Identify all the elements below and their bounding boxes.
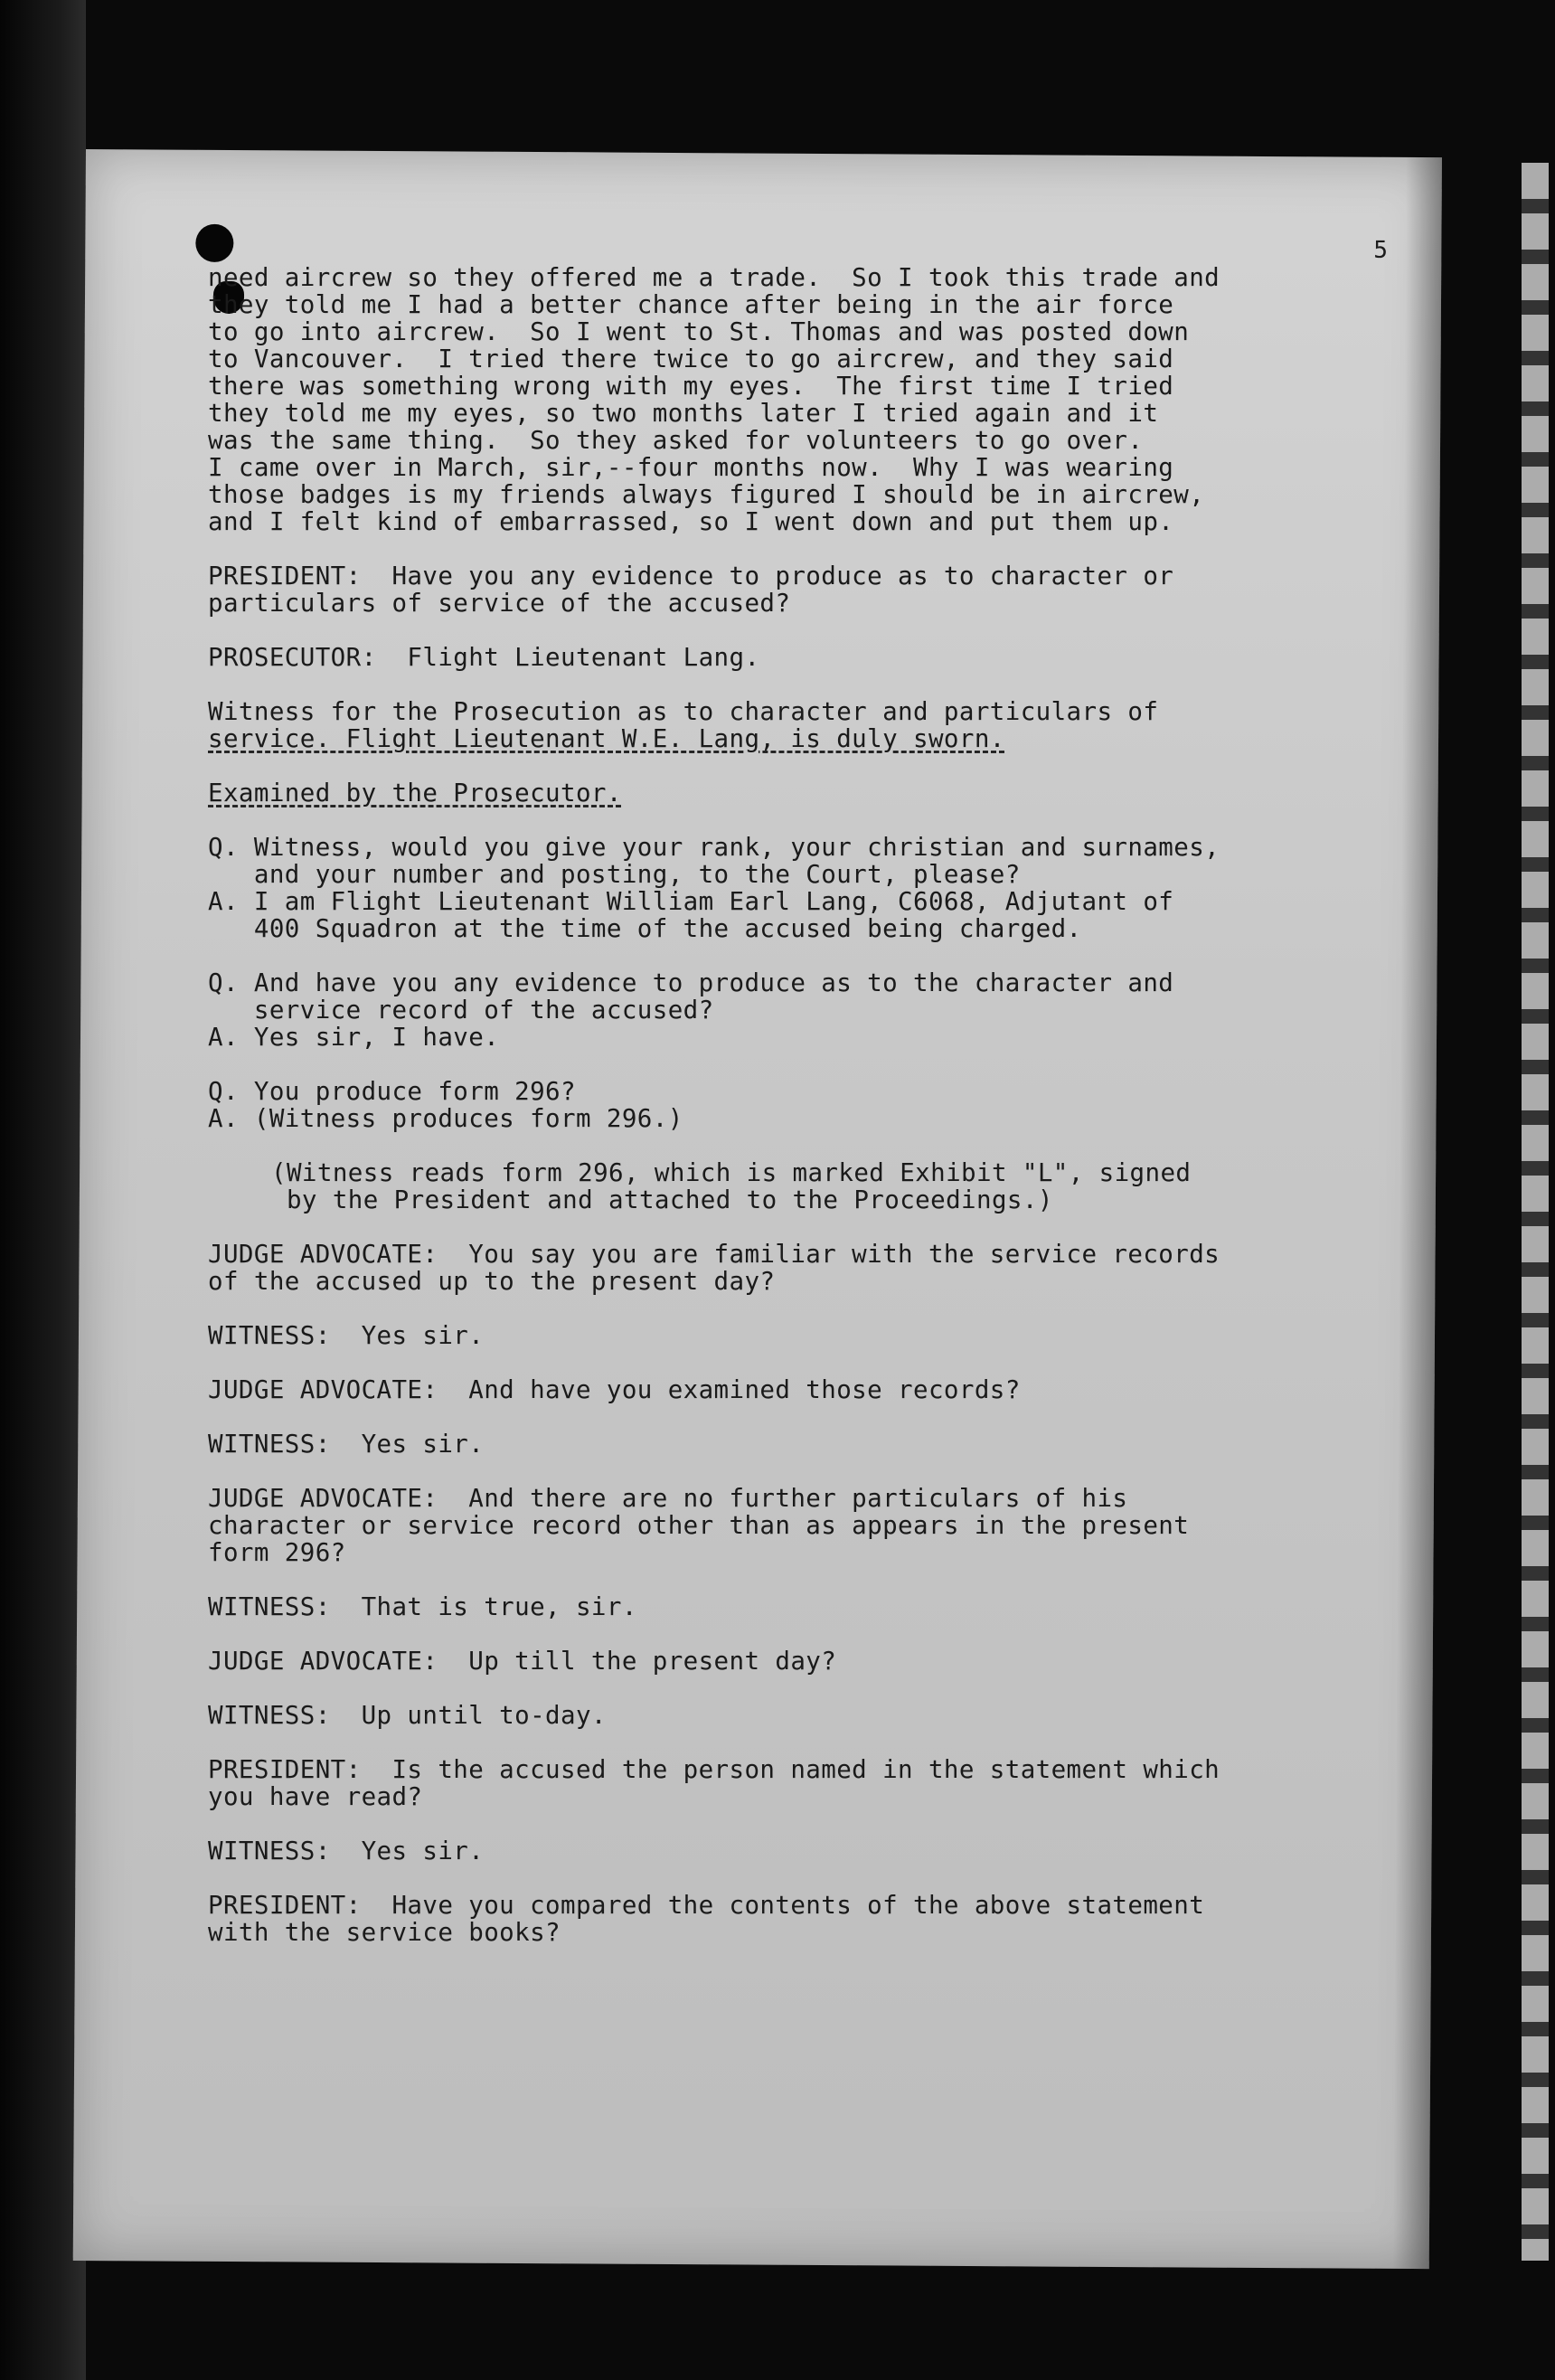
text-line: with the service books? — [208, 1918, 561, 1947]
text-line: those badges is my friends always figured I should be in aircrew, — [208, 480, 1205, 509]
dialogue-exchange — [208, 1241, 1329, 1295]
text-line: JUDGE ADVOCATE: Up till the present day? — [208, 1647, 837, 1676]
question-answer-block — [208, 969, 1329, 1051]
text-line: JUDGE ADVOCATE: And have you examined those records? — [208, 1375, 1021, 1404]
text-line: Witness for the Prosecution as to character and particulars of — [208, 697, 1159, 726]
text-line: by the President and attached to the Proceedings.) — [271, 1185, 1053, 1214]
text-line: JUDGE ADVOCATE: You say you are familiar with the service records — [208, 1240, 1220, 1269]
text-line: WITNESS: Up until to-day. — [208, 1701, 607, 1730]
text-line: PRESIDENT: Have you compared the contents of the above statement — [208, 1891, 1205, 1920]
question-answer-block — [208, 834, 1329, 942]
text-line: and I felt kind of embarrassed, so I went down and put them up. — [208, 507, 1174, 536]
page-number: 5 — [1373, 236, 1389, 264]
dialogue-exchange — [208, 1593, 1329, 1620]
dialogue-exchange — [208, 1485, 1329, 1566]
dialogue-exchange — [208, 1892, 1329, 1946]
text-line: PRESIDENT: Have you any evidence to produce as to character or — [208, 562, 1174, 590]
text-line: need aircrew so they offered me a trade. So I took this trade and — [208, 263, 1220, 292]
dialogue-exchange — [208, 1756, 1329, 1810]
text-line: PROSECUTOR: Flight Lieutenant Lang. — [208, 643, 760, 672]
exhibit-note — [208, 1159, 1329, 1214]
text-line: WITNESS: Yes sir. — [208, 1837, 485, 1865]
film-sprocket-strip — [1522, 163, 1549, 2261]
text-line: A. Yes sir, I have. — [208, 1023, 500, 1052]
text-line: Q. Witness, would you give your rank, your christian and surnames, — [208, 833, 1220, 862]
text-line: was the same thing. So they asked for volunteers to go over. — [208, 426, 1144, 455]
dialogue-exchange — [208, 1648, 1329, 1675]
text-line: (Witness reads form 296, which is marked Exhibit "L", signed — [271, 1158, 1192, 1187]
text-line: Q. You produce form 296? — [208, 1077, 576, 1106]
text-line: to go into aircrew. So I went to St. Thomas and was posted down — [208, 317, 1190, 346]
text-line: there was something wrong with my eyes. The first time I tried — [208, 372, 1174, 401]
text-line: Q. And have you any evidence to produce as to the character and — [208, 968, 1174, 997]
dialogue-exchange — [208, 1702, 1329, 1729]
text-line: A. (Witness produces form 296.) — [208, 1104, 683, 1133]
text-line: they told me my eyes, so two months later I tried again and it — [208, 399, 1159, 428]
text-line: form 296? — [208, 1538, 346, 1567]
dialogue-exchange — [208, 1376, 1329, 1403]
examination-heading — [208, 779, 1329, 807]
text-line: service record of the accused? — [208, 996, 714, 1025]
text-line: and your number and posting, to the Court, please? — [208, 860, 1021, 889]
text-line: JUDGE ADVOCATE: And there are no further particulars of his — [208, 1484, 1128, 1513]
section-heading: Examined by the Prosecutor. — [208, 779, 622, 808]
text-line: particulars of service of the accused? — [208, 589, 791, 618]
dialogue-exchange — [208, 1837, 1329, 1865]
text-line: A. I am Flight Lieutenant William Earl Lang, C6068, Adjutant of — [208, 887, 1174, 916]
dialogue-exchange — [208, 1431, 1329, 1458]
text-line: they told me I had a better chance after being in the air force — [208, 290, 1174, 319]
text-line: you have read? — [208, 1782, 423, 1811]
text-line: PRESIDENT: Is the accused the person named in the statement which — [208, 1755, 1220, 1784]
text-line: WITNESS: Yes sir. — [208, 1430, 485, 1459]
president-question — [208, 562, 1329, 617]
page-shadow — [1393, 157, 1442, 2269]
transcript-body — [208, 264, 1329, 1973]
text-line: of the accused up to the present day? — [208, 1267, 776, 1296]
text-line: I came over in March, sir,--four months now. Why I was wearing — [208, 453, 1174, 482]
witness-sworn-note — [208, 698, 1329, 752]
film-left-edge — [0, 0, 86, 2380]
text-line: WITNESS: Yes sir. — [208, 1321, 485, 1350]
dialogue-section — [208, 1241, 1329, 1946]
question-answer-block — [208, 1078, 1329, 1132]
punch-hole-icon — [195, 224, 233, 262]
text-line: 400 Squadron at the time of the accused being charged. — [208, 914, 1082, 943]
testimony-paragraph — [208, 264, 1329, 535]
prosecutor-response — [208, 644, 1329, 671]
text-line: character or service record other than as appears in the present — [208, 1511, 1190, 1540]
text-line: WITNESS: That is true, sir. — [208, 1592, 637, 1621]
text-line: service. Flight Lieutenant W.E. Lang, is duly sworn. — [208, 724, 1005, 753]
dialogue-exchange — [208, 1322, 1329, 1349]
text-line: to Vancouver. I tried there twice to go aircrew, and they said — [208, 345, 1174, 373]
